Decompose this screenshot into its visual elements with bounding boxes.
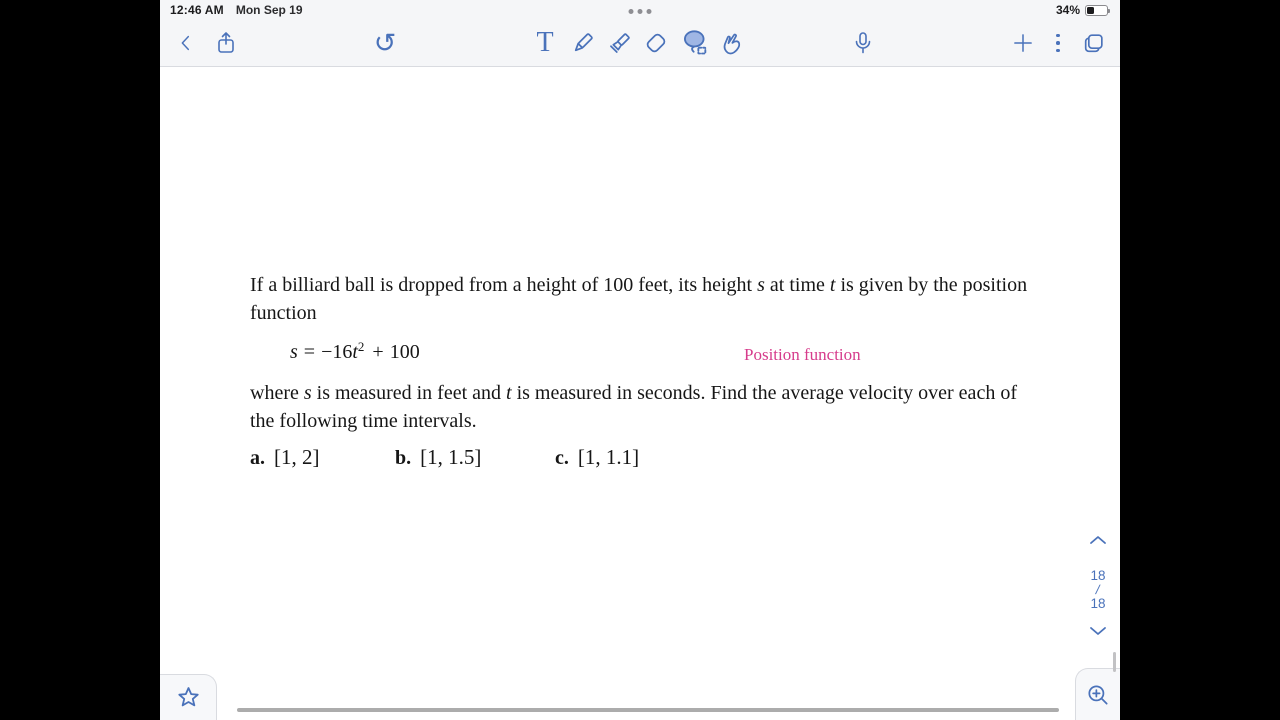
equation-label: Position function: [744, 345, 861, 364]
magnifier-plus-icon: [1085, 682, 1111, 708]
undo-icon: ↺: [373, 27, 397, 59]
add-page-button[interactable]: [1006, 26, 1040, 60]
chevron-left-icon: [175, 32, 197, 54]
clock: 12:46 AM: [170, 3, 224, 17]
more-options-button[interactable]: [1041, 26, 1075, 60]
text-tool-button[interactable]: [528, 26, 562, 60]
interval-list: [160, 445, 942, 475]
bookmark-button[interactable]: [160, 674, 217, 720]
next-page-button[interactable]: [1088, 624, 1108, 642]
microphone-icon: [851, 30, 875, 56]
pages-icon: [1081, 31, 1106, 56]
page-overview-button[interactable]: [1076, 26, 1110, 60]
zoom-button[interactable]: [1075, 668, 1120, 720]
hand-pointer-icon: [720, 30, 746, 56]
problem-paragraph-1: If a billiard ball is dropped from a height of 100 feet, its height s at time t is given by the position function: [250, 274, 1028, 324]
previous-page-button[interactable]: [1088, 533, 1108, 551]
battery-icon: [1085, 5, 1108, 16]
share-button[interactable]: [209, 26, 243, 60]
text-tool-icon: T: [536, 27, 554, 58]
back-button[interactable]: [169, 26, 203, 60]
date: Mon Sep 19: [235, 3, 303, 17]
interval-a: a. [1, 2]: [250, 445, 320, 469]
status-bar: [160, 0, 1120, 20]
battery-percent: 34%: [1055, 3, 1080, 17]
eraser-icon: [643, 30, 669, 56]
vertical-scrollbar[interactable]: [1113, 652, 1116, 672]
page-separator: /: [1094, 582, 1102, 597]
lasso-icon: [682, 29, 710, 57]
horizontal-scrollbar[interactable]: [237, 708, 1059, 712]
multitasking-handle-icon[interactable]: [629, 9, 652, 14]
vertical-ellipsis-icon: [1056, 34, 1060, 53]
share-icon: [214, 30, 238, 56]
plus-icon: [1010, 30, 1036, 56]
pen-tool-button[interactable]: [566, 26, 600, 60]
eraser-tool-button[interactable]: [639, 26, 673, 60]
current-page-number: 18: [1090, 568, 1106, 583]
highlighter-tool-button[interactable]: [603, 26, 637, 60]
notes-app-window: [160, 0, 1120, 720]
chevron-down-icon: [1088, 625, 1108, 637]
undo-button[interactable]: [368, 26, 402, 60]
interval-c: c. [1, 1.1]: [555, 445, 640, 469]
highlighter-icon: [607, 30, 633, 56]
chevron-up-icon: [1088, 534, 1108, 546]
toolbar: [160, 20, 1120, 67]
interval-b: b. [1, 1.5]: [395, 445, 482, 469]
hand-tool-button[interactable]: [716, 26, 750, 60]
total-page-number: 18: [1090, 596, 1106, 611]
pen-icon: [570, 30, 596, 56]
record-audio-button[interactable]: [846, 26, 880, 60]
problem-paragraph-2: where s is measured in feet and t is measured in seconds. Find the average velocity over each of the following time intervals.: [250, 382, 1017, 432]
page-navigator: [1080, 533, 1116, 642]
lasso-tool-button[interactable]: [679, 26, 713, 60]
position-function-equation: $s = -16t^2 + 100$: [290, 339, 420, 363]
note-canvas[interactable]: [160, 67, 1120, 720]
star-icon: [175, 684, 202, 711]
